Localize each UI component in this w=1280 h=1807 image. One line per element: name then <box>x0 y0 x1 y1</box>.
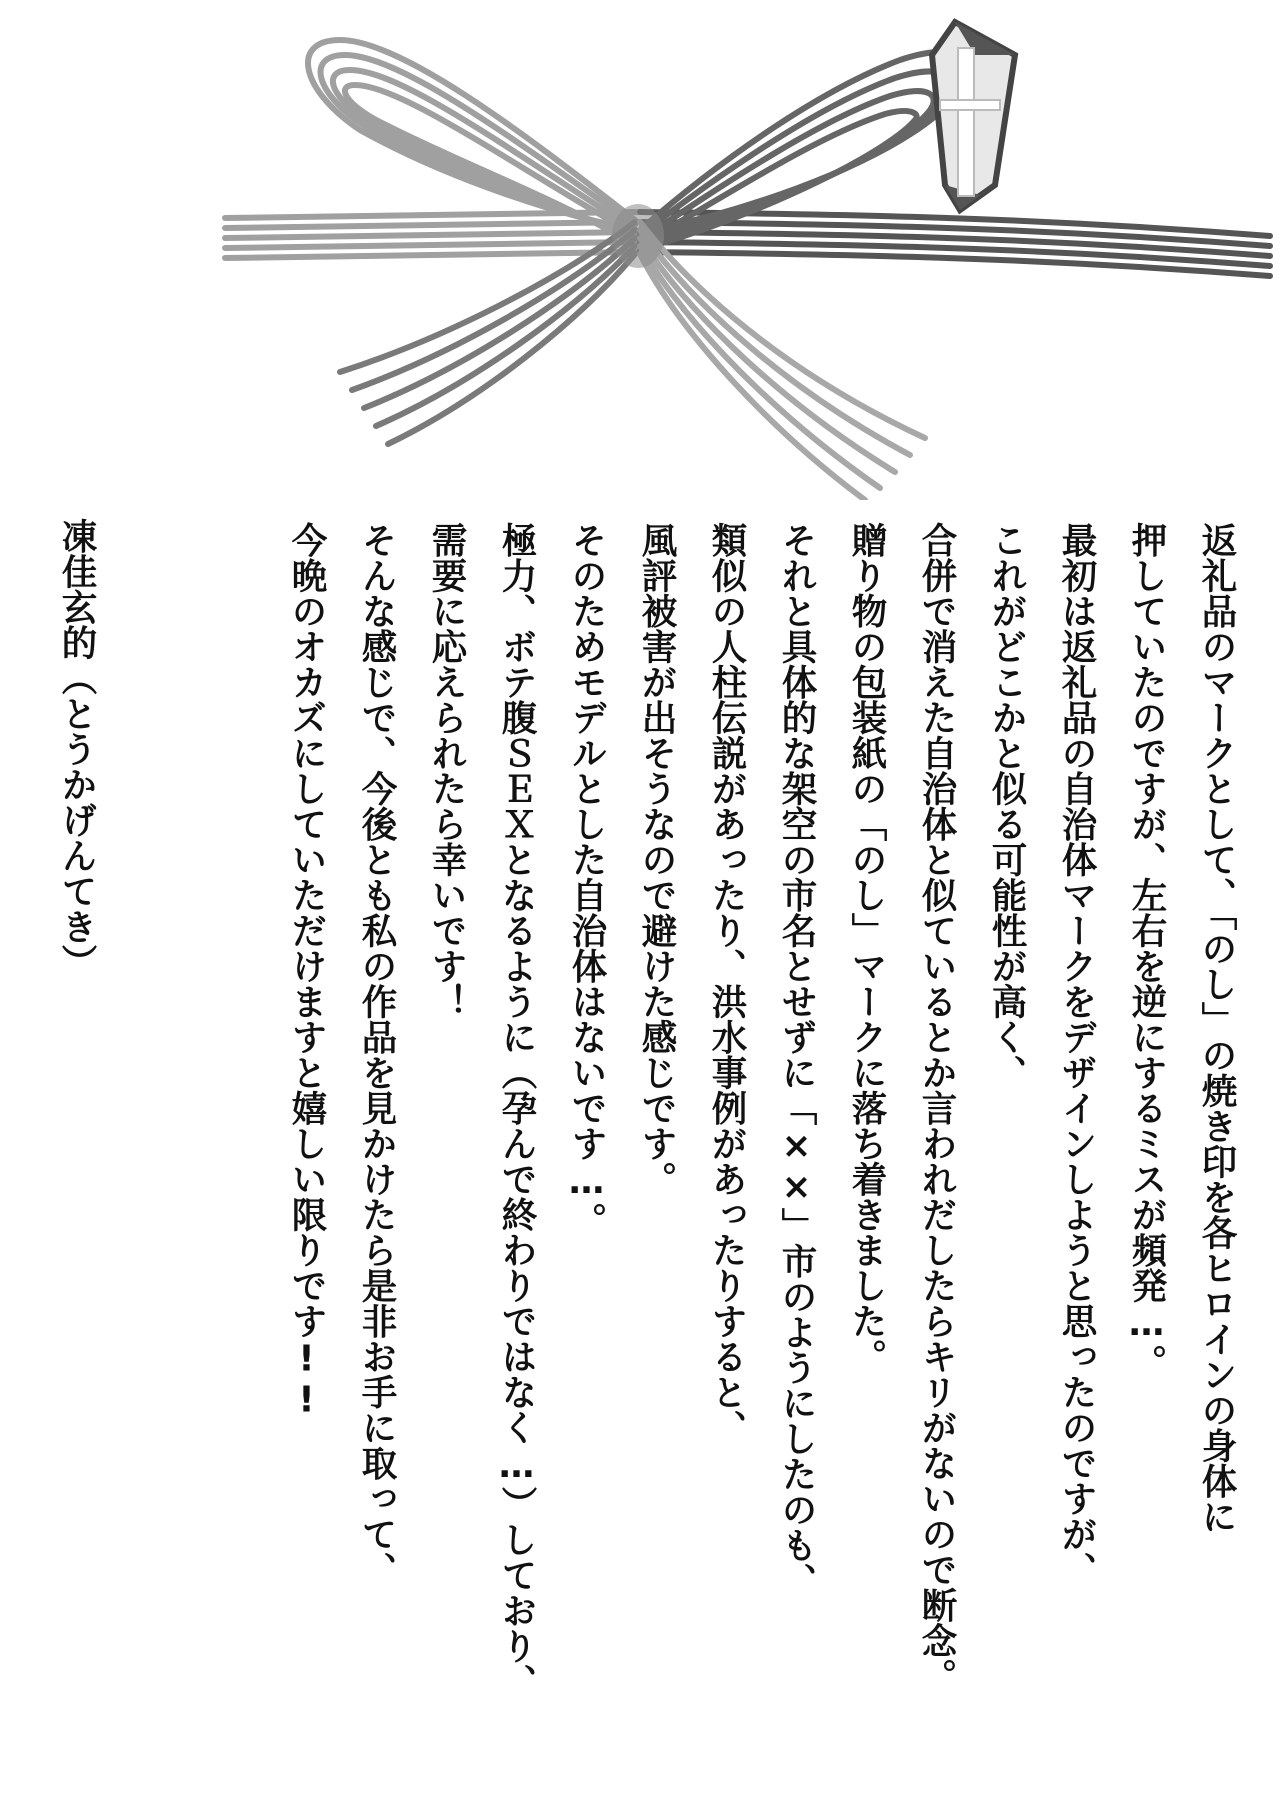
afterword-line-5: 合併で消えた自治体と似ているとか言われだしたらキリがないので断念。 <box>916 522 957 1694</box>
noshi-knot <box>612 204 664 268</box>
afterword-line-3: 最初は返礼品の自治体マークをデザインしようと思ったのですが、 <box>1056 522 1097 1587</box>
noshi-loop-right <box>640 52 968 250</box>
afterword-line-11: 極力、ボテ腹ＳＥＸとなるように（孕んで終わりではなく…）しており、 <box>496 522 537 1699</box>
noshi-ornament-illustration <box>0 0 1280 500</box>
afterword-line-14: 今晩のオカズにしていただけますと嬉しい限りです!! <box>286 522 327 1421</box>
afterword-line-12: 需要に応えられたら幸いです！ <box>426 522 467 1019</box>
afterword-line-8: 類似の人柱伝説があったり、洪水事例があったりすると、 <box>706 522 747 1445</box>
afterword-line-1: 返礼品のマークとして、「のし」の焼き印を各ヒロインの身体に <box>1196 522 1237 1534</box>
afterword-line-7: それと具体的な架空の市名とせずに「××」市のようにしたのも、 <box>776 522 817 1598</box>
afterword-line-6: 贈り物の包装紙の「のし」マークに落ち着きました。 <box>846 522 887 1374</box>
author-signature: 凍佳玄的（とうかげんてき） <box>56 518 97 980</box>
afterword-line-4: これがどこかと似る可能性が高く、 <box>986 522 1027 1090</box>
noshi-cord-horizontal <box>225 212 1270 276</box>
afterword-line-9: 風評被害が出そうなので避けた感じです。 <box>636 522 677 1197</box>
afterword-line-2: 押していたのですが、左右を逆にするミスが頻発…。 <box>1126 522 1167 1380</box>
noshi-ribbon-icon <box>932 22 1015 210</box>
afterword-line-13: そんな感じで、今後とも私の作品を見かけたら是非お手に取って、 <box>356 522 397 1587</box>
afterword-line-10: そのためモデルとした自治体はないです…。 <box>566 522 607 1238</box>
noshi-tails-right <box>640 222 925 500</box>
